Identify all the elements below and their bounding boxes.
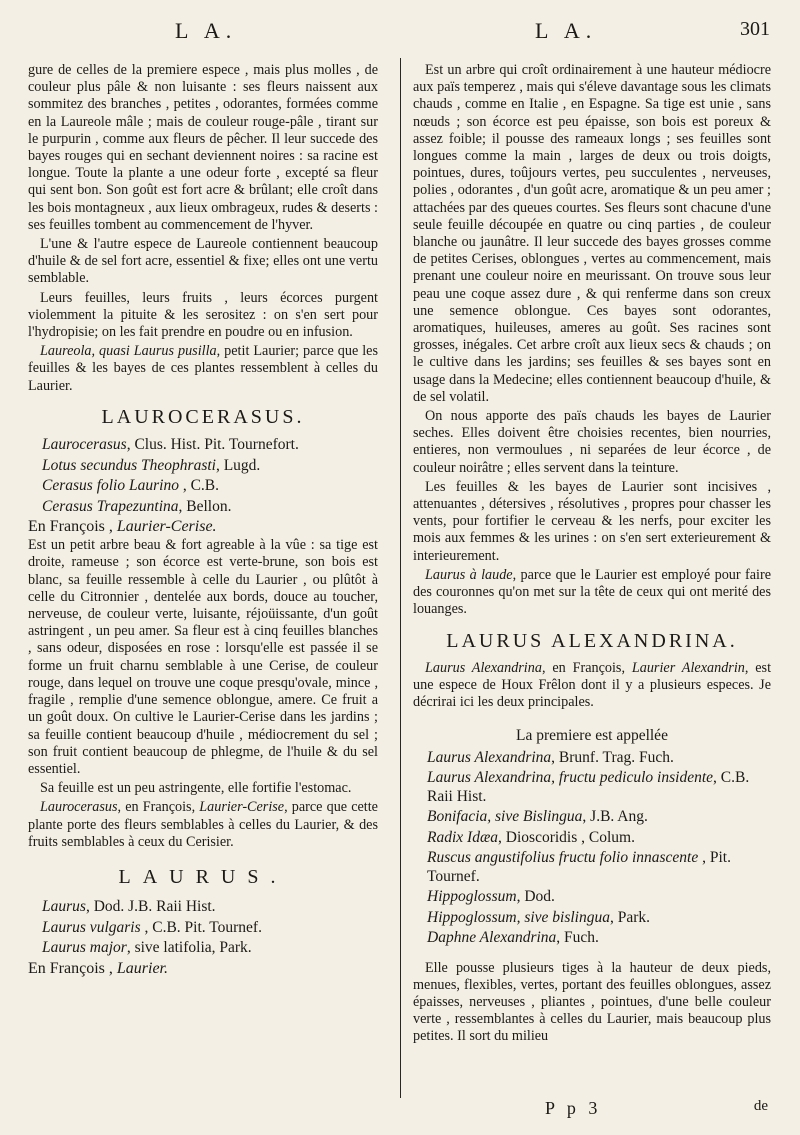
running-head-left: L A. [175,18,238,43]
paragraph: Laurocerasus, en François, Laurier-Cerise, parce que cette plante porte des fleurs semblables à celles du Laurier, & des fruits semblables à ceux du Cerisier. [28,799,378,850]
synonym-entry: Laurus vulgaris , C.B. Pit. Tournef. [42,918,262,936]
synonym-entry: Lotus secundus Theophrasti, Lugd. [42,456,261,474]
paragraph: Laurus Alexandrina, en François, Laurier Alexandrin, est une espece de Houx Frêlon dont il y a plusieurs especes. Je décrirai ici les deux principales. [413,659,772,711]
synonym-list [413,749,771,948]
paragraph: On nous apporte des païs chauds les bayes de Laurier seches. Elles doivent être choisies recentes, bien nourries, entieres, non vermoulues , ni separées de leur écorce , de couleur noirâtre ; elles servent dans la teinture. [413,408,771,476]
signature-mark: P p 3 [545,1098,602,1118]
synonym-entry: Cerasus Trapezuntina, Bellon. [42,497,232,515]
synonym-list [28,436,378,516]
synonym-entry: Laurocerasus, Clus. Hist. Pit. Tournefort. [42,436,299,454]
synonym-entry: Daphne Alexandrina, Fuch. [427,929,599,947]
catchword: de [753,1098,768,1114]
page-number: 301 [740,18,770,40]
paragraph: Leurs feuilles, leurs fruits , leurs écorces purgent violemment la pituite & les serositez : on s'en sert pour l'hydropisie; on les fait prendre en poudre ou en infusion. [28,289,378,341]
synonym-entry: Laurus Alexandrina, fructu pediculo insidente, C.B. Raii Hist. [427,769,750,805]
french-name: En François , Laurier-Cerise. [28,518,217,536]
synonym-entry: Cerasus folio Laurino , C.B. [42,477,220,495]
synonym-entry: Laurus major, sive latifolia, Park. [42,939,252,957]
paragraph: Laurus à laude, parce que le Laurier est employé pour faire des couronnes qu'on met sur la tête de ceux qui ont merité des louanges. [413,566,771,618]
paragraph: Elle pousse plusieurs tiges à la hauteur de deux pieds, menues, flexibles, vertes, portant des feuilles oblongues, assez épaisses, nerveuses , pliantes , pointues, d'une belle couleur verte , ressemblantes à celles du Laurier, mais beaucoup plus petites. Il sort du milieu [413,959,771,1045]
synonym-entry: Hippoglossum, sive bislingua, Park. [427,908,651,926]
synonym-entry: Laurus, Dod. J.B. Raii Hist. [42,898,216,916]
column-divider [400,58,401,1098]
paragraph: Les feuilles & les bayes de Laurier sont incisives , attenuantes , détersives , résolutives , propres pour chasser les vents, pour fortifier le cerveau & les nerfs, pour exciter les mois aux femmes & les urines : on s'en sert exterieurement & interieurement. [413,478,771,564]
paragraph: Laureola, quasi Laurus pusilla, petit Laurier; parce que les feuilles & les bayes de ces plantes ressemblent à celles du Laurier. [28,343,378,394]
synonym-entry: Ruscus angustifolius fructu folio innascente , Pit. Tournef. [427,849,731,885]
left-column [28,62,378,979]
section-heading-laurus: LAURUS. [118,865,288,888]
french-name: En François , Laurier. [28,959,168,977]
synonym-entry: Hippoglossum, Dod. [427,888,555,906]
section-heading-laurocerasus: LAUROCERASUS. [101,405,305,428]
paragraph: Est un arbre qui croît ordinairement à une hauteur médiocre aux païs temperez , mais qui s'éleve davantage sous les climats chauds , comme en Italie , en Espagne. Sa tige est unie , sans nœuds ; son écorce est peu épaisse, son bois est poreux & assez foible; il pousse des rameaux longs ; ses feuilles sont longues comme la main , larges de deux ou trois doigts, pointues, dures, toûjours vertes, peu succulentes , nerveuses, polies , odorantes , d'un goût acre, aromatique & un peu amer ; attachées par des queues courtes. Ses fleurs sont chacune d'une seule feuille découpée en quatre ou cinq parties , de couleur blanche ou jaunâtre. Il leur succede des bayes grosses comme de petites Cerises, oblongues , vertes au commencement, mais prenant une couleur noire en meurissant. On trouve sous leur peau une coque assez dure , & qui renferme dans son creux une semence oblongue. Ces bayes sont odorantes, aromatiques, huileuses, ameres au goût. Ses racines sont grosses, inégales. Cet arbre croît aux lieux secs & chauds ; on le cultive dans les jardins; ses feuilles & ses bayes sont en usage dans la Medecine; elles contiennent beaucoup d'huile, & de sel volatil. [413,62,771,405]
paragraph: Sa feuille est un peu astringente, elle fortifie l'estomac. [40,780,352,797]
paragraph: Est un petit arbre beau & fort agreable à la vûe : sa tige est droite, rameuse ; son écorce est verte-brune, son bois est blanc, sa feuille ressemble à celle du Laurier , ou plûtôt à celle du Citronnier , dentelée aux bords, douce au toucher, nerveuse, de couleur verte, luisante, réjoüissante, d'un goût astringent , un peu amer. Sa fleur est à cinq feuilles blanches , sans odeur, disposées en rose : lorsqu'elle est passée il se forme un fruit charnu semblable à une Cerise, de couleur rouge, dans lequel on trouve une coque presqu'ovale, mince , fragile , remplie d'une semence oblongue, amere. Ce fruit a un goût doux. On cultive le Laurier-Cerise dans les jardins ; sa feuille contient beaucoup d'huile , médiocrement du sel ; son fruit contient beaucoup de phlegme, de l'huile & du sel essentiel. [28,537,378,777]
synonym-entry: Laurus Alexandrina, Brunf. Trag. Fuch. [427,748,674,766]
paragraph: gure de celles de la premiere espece , mais plus molles , de couleur plus pâle & non luisante : ses fleurs naissent aux sommitez des branches , petites , odorantes, formées comme en la Laureole mâle ; mais de couleur rouge-pâle , tirant sur le purpurin , comme aux fleurs de pêcher. Il leur succede des bayes rouges qui en sechant deviennent noires : sa racine est longue. Toute la plante a une odeur forte , excepté sa fleur qui sent bon. Son goût est fort acre & brûlant; elle croît dans les bois montagneux , aux lieux ombrageux, rudes & deserts : ses feuilles tombent au commencement de l'hyver. [28,62,378,233]
synonym-entry: Radix Idæa, Dioscoridis , Colum. [427,828,635,846]
running-head-right: L A. [535,18,598,43]
synonym-list [28,898,378,958]
right-column [413,62,771,1048]
synonym-entry: Bonifacia, sive Bislingua, J.B. Ang. [427,808,648,826]
paragraph: L'une & l'autre espece de Laureole contiennent beaucoup d'huile & de sel fort acre, essentiel & fixe; elles ont une vertu semblable. [28,236,378,287]
section-heading-laurus-alexandrina: LAURUS ALEXANDRINA. [446,629,738,652]
latin-name: Laureola, quasi Laurus pusilla [40,343,217,360]
subheading: La premiere est appellée [516,727,668,745]
